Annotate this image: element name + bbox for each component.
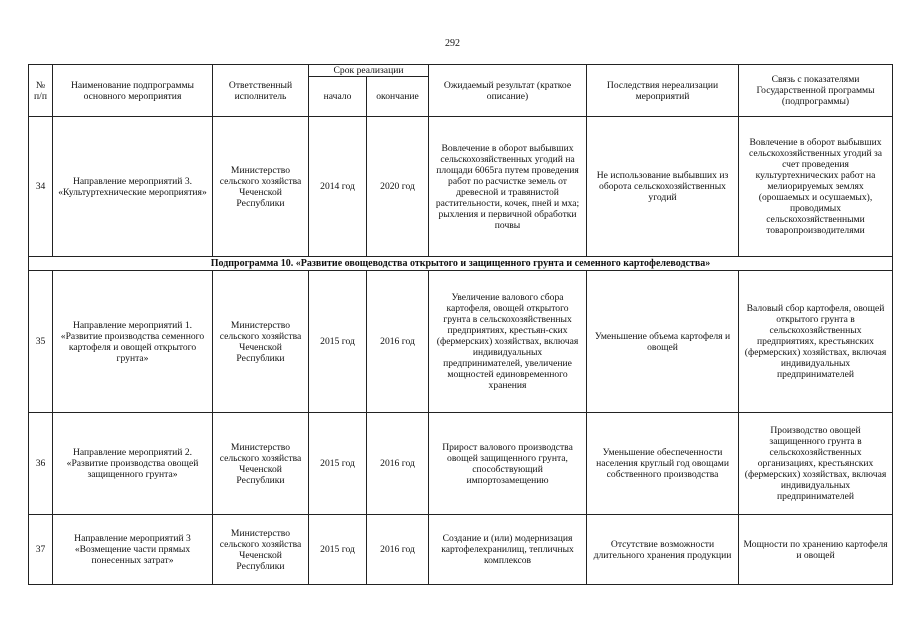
section-row (29, 257, 893, 271)
row-consequences: Уменьшение обеспеченности населения круглый год овощами собственного производства (587, 413, 739, 515)
row-end: 2016 год (367, 515, 429, 585)
table-row (29, 413, 893, 515)
header-term: Срок реализации (309, 65, 429, 77)
header-result: Ожидаемый результат (краткое описание) (429, 65, 587, 117)
row-link: Валовый сбор картофеля, овощей открытого грунта в сельскохозяйственных предприятиях, крестьянских (фермерских) хозяйствах, включая индивидуальных предпринимателей (739, 271, 893, 413)
header-num: № п/п (29, 65, 53, 117)
row-link: Вовлечение в оборот выбывших сельскохозяйственных угодий за счет проведения культуртехнических работ на мелиорируемых землях (орошаемых и осушаемых), проводимых сельскохозяйственными товаропроизводителями (739, 117, 893, 257)
row-result: Увеличение валового сбора картофеля, овощей открытого грунта в сельскохозяйственных предприятиях, крестьян-ских (фермерских) хозяйствах, включая индивидуальных предпринимателей, увеличение мощностей единовременного хранения (429, 271, 587, 413)
row-num: 34 (29, 117, 53, 257)
row-consequences: Не использование выбывших из оборота сельскохозяйственных угодий (587, 117, 739, 257)
row-consequences: Отсутствие возможности длительного хранения продукции (587, 515, 739, 585)
row-num: 37 (29, 515, 53, 585)
row-start: 2014 год (309, 117, 367, 257)
section-title: Подпрограмма 10. «Развитие овощеводства открытого и защищенного грунта и семенного картофелеводства» (29, 257, 893, 271)
table-row (29, 117, 893, 257)
row-executor: Министерство сельского хозяйства Чеченской Республики (213, 271, 309, 413)
row-start: 2015 год (309, 271, 367, 413)
row-executor: Министерство сельского хозяйства Чеченской Республики (213, 413, 309, 515)
header-end: окончание (367, 77, 429, 117)
row-name: Направление мероприятий 3. «Культуртехнические мероприятия» (53, 117, 213, 257)
header-start: начало (309, 77, 367, 117)
table-row (29, 271, 893, 413)
header-link: Связь с показателями Государственной программы (подпрограммы) (739, 65, 893, 117)
row-end: 2016 год (367, 413, 429, 515)
row-end: 2020 год (367, 117, 429, 257)
row-num: 36 (29, 413, 53, 515)
row-consequences: Уменьшение объема картофеля и овощей (587, 271, 739, 413)
row-name: Направление мероприятий 2. «Развитие производства овощей защищенного грунта» (53, 413, 213, 515)
row-name: Направление мероприятий 3 «Возмещение части прямых понесенных затрат» (53, 515, 213, 585)
row-start: 2015 год (309, 515, 367, 585)
row-start: 2015 год (309, 413, 367, 515)
row-name: Направление мероприятий 1. «Развитие производства семенного картофеля и овощей открытого грунта» (53, 271, 213, 413)
row-link: Производство овощей защищенного грунта в сельскохозяйственных организациях, крестьянских (фермерских) хозяйствах, включая индивидуальных предпринимателей (739, 413, 893, 515)
row-result: Создание и (или) модернизация картофелехранилищ, тепличных комплексов (429, 515, 587, 585)
row-executor: Министерство сельского хозяйства Чеченской Республики (213, 117, 309, 257)
row-end: 2016 год (367, 271, 429, 413)
page-number: 292 (445, 38, 460, 49)
row-result: Вовлечение в оборот выбывших сельскохозяйственных угодий на площади 6065га путем проведения работ по расчистке земель от древесной и травянистой растительности, кочек, пней и мха; рыхления и первичной обработки почвы (429, 117, 587, 257)
header-name: Наименование подпрограммы основного мероприятия (53, 65, 213, 117)
header-row (29, 65, 893, 77)
program-table (28, 64, 893, 585)
row-link: Мощности по хранению картофеля и овощей (739, 515, 893, 585)
header-executor: Ответственный исполнитель (213, 65, 309, 117)
table-row (29, 515, 893, 585)
header-consequences: Последствия нереализации мероприятий (587, 65, 739, 117)
row-num: 35 (29, 271, 53, 413)
row-result: Прирост валового производства овощей защищенного грунта, способствующий импортозамещению (429, 413, 587, 515)
row-executor: Министерство сельского хозяйства Чеченской Республики (213, 515, 309, 585)
